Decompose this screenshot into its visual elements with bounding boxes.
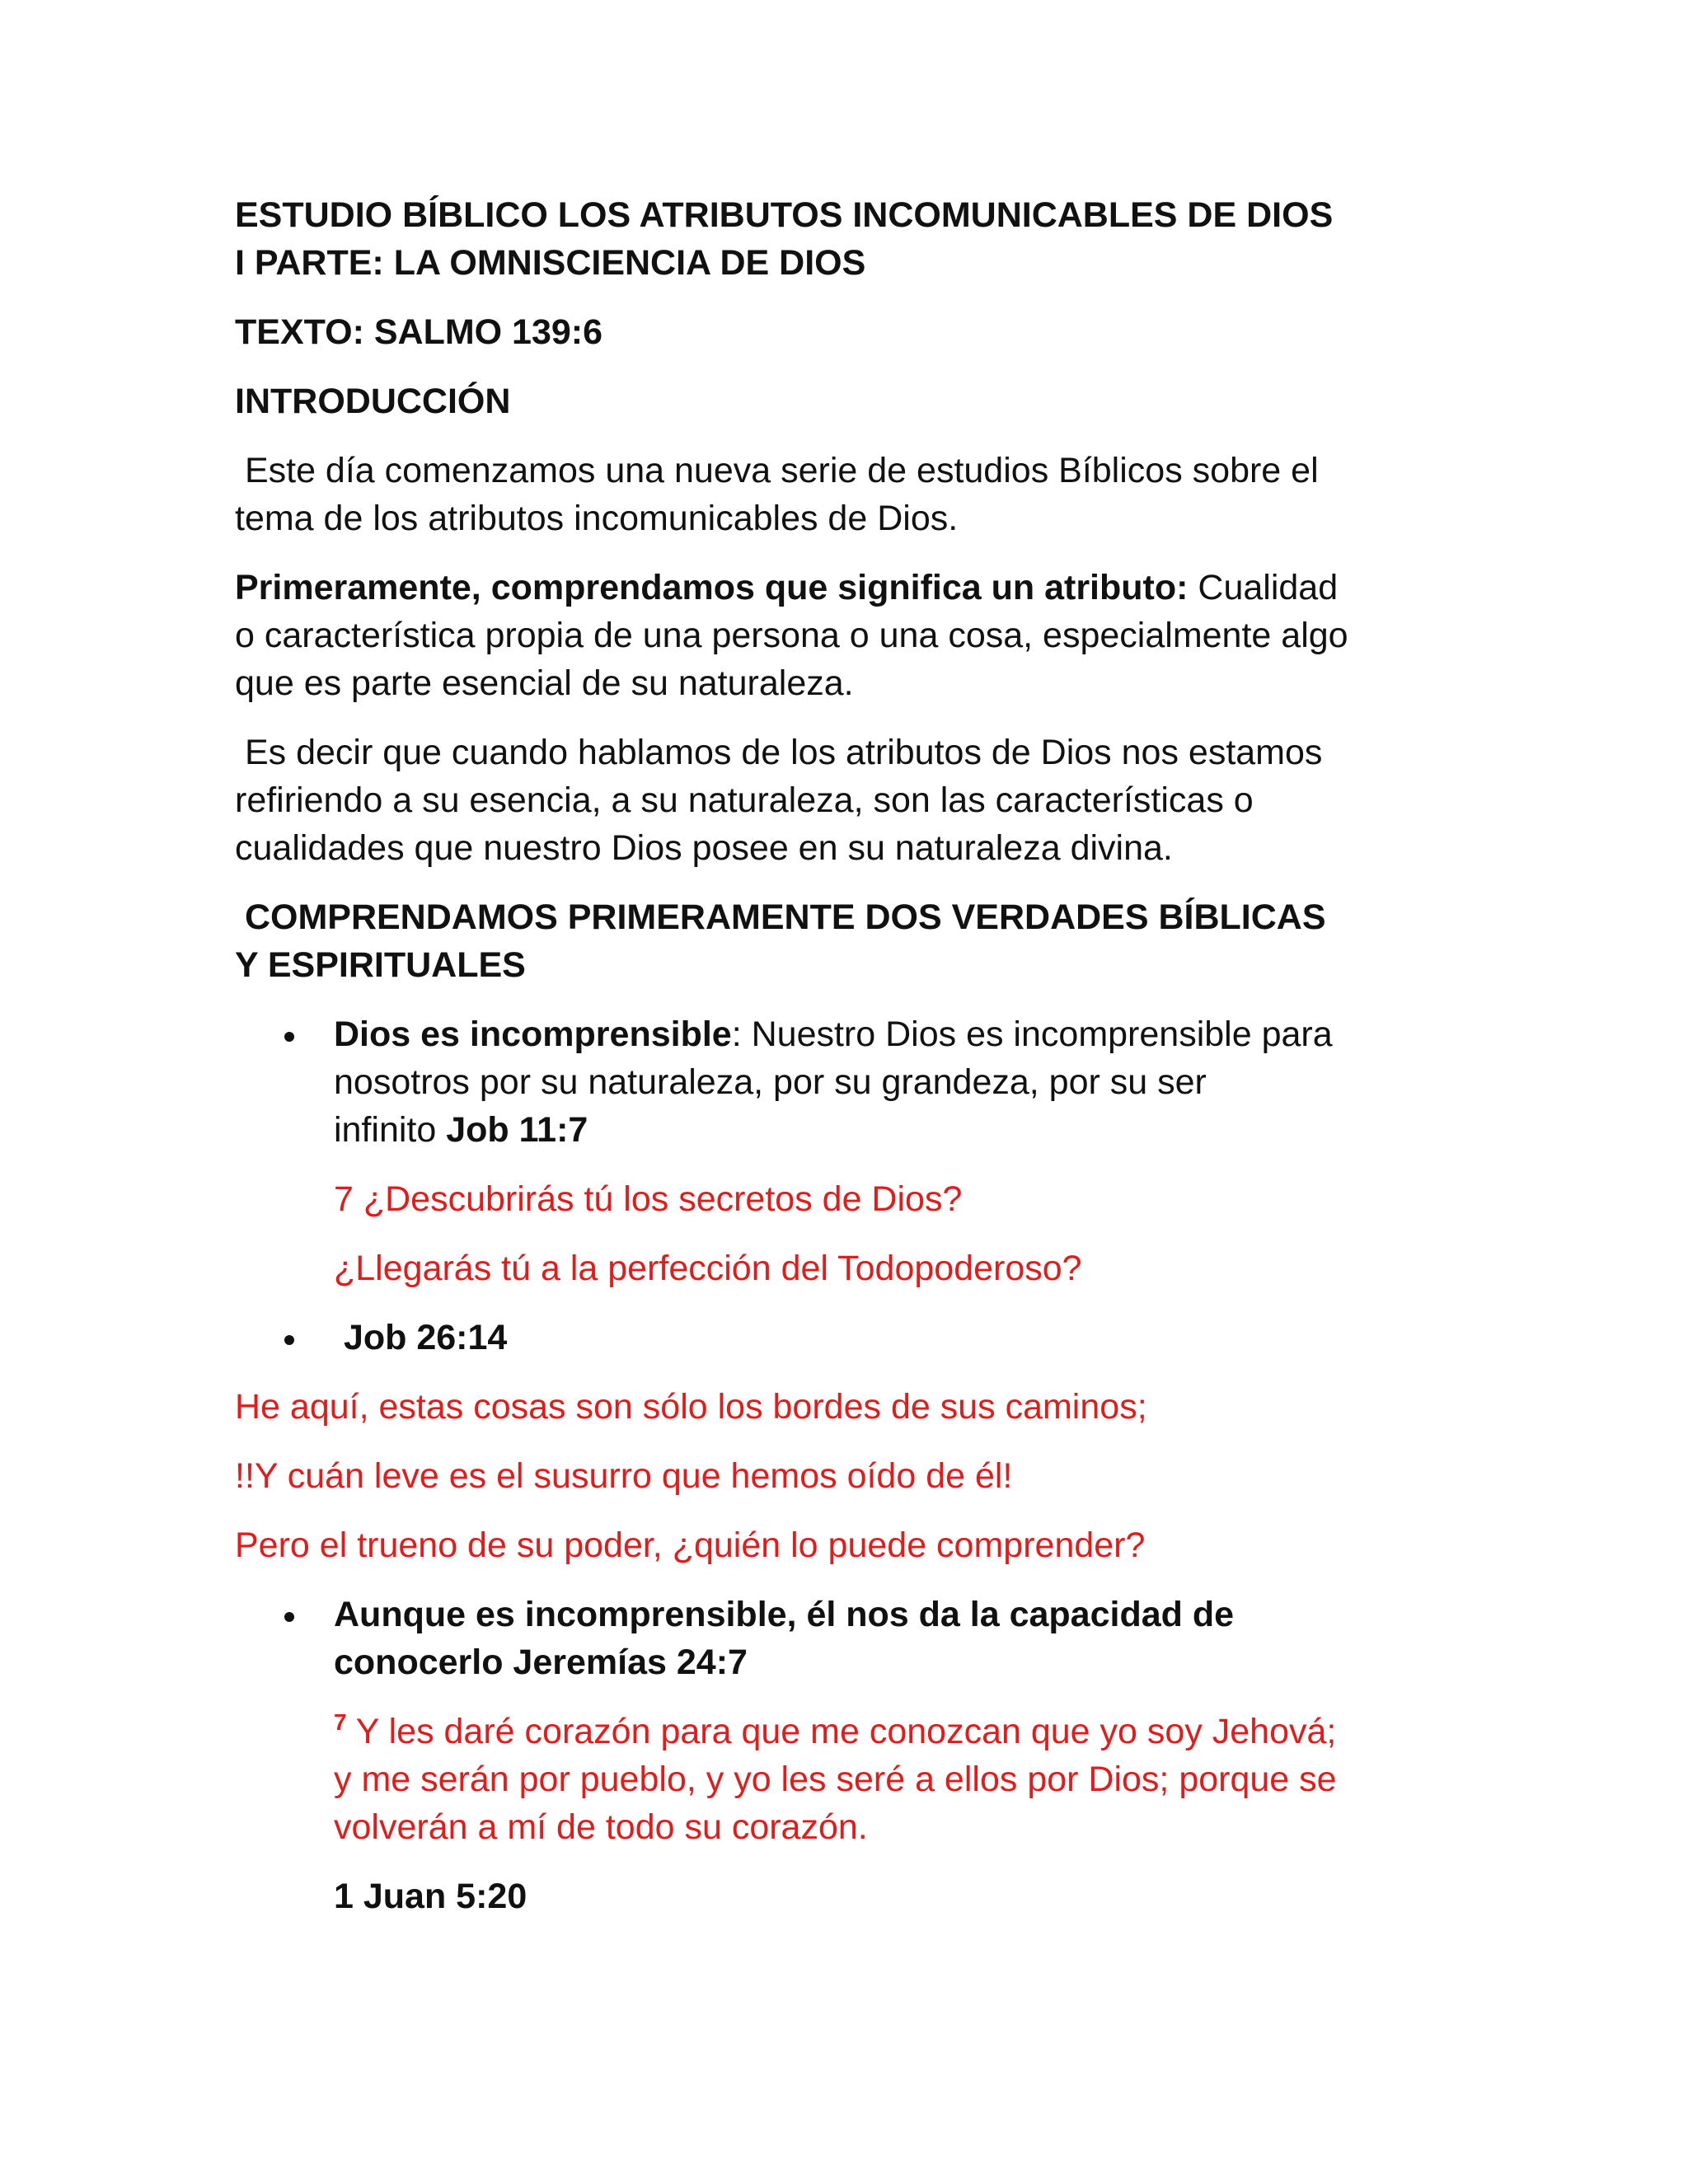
bullet1-line-1: [334, 1010, 1471, 1058]
explanation-line: refiriendo a su esencia, a su naturaleza, son las características o: [235, 780, 1254, 820]
bullet1-label: Dios es incomprensible: [334, 1015, 732, 1054]
bullet3-line-2: conocerlo Jeremías 24:7: [334, 1643, 748, 1682]
bullet-item-job-26: [235, 1314, 1471, 1361]
bullet1-line-3: [334, 1106, 1471, 1154]
bullet1-line-2: nosotros por su naturaleza, por su grandeza, por su ser: [334, 1062, 1207, 1102]
texto-reference: TEXTO: SALMO 139:6: [235, 312, 603, 352]
bullet1-text: : Nuestro Dios es incomprensible para: [731, 1015, 1333, 1054]
section-heading-line-1: COMPRENDAMOS PRIMERAMENTE DOS VERDADES BÍBLICAS: [235, 898, 1326, 937]
bullet2-verse-line-3: Pero el trueno de su poder, ¿quién lo puede comprender?: [235, 1526, 1146, 1565]
document-page: [235, 191, 1471, 1920]
definition-line-1: [235, 564, 1471, 612]
bullet3-verse-line-2: y me serán por pueblo, y yo les seré a ellos por Dios; porque se: [334, 1760, 1337, 1799]
intro-heading: INTRODUCCIÓN: [235, 382, 511, 421]
definition-text: Cualidad: [1188, 568, 1339, 607]
verse-number: 7: [334, 1709, 347, 1735]
bullet3-reference-2: 1 Juan 5:20: [334, 1877, 528, 1916]
bullet3-verse-line-1: [334, 1708, 1471, 1755]
bullet-dot: [284, 1032, 294, 1042]
bullet3-verse-text: Y les daré corazón para que me conozcan que yo soy Jehová;: [346, 1712, 1337, 1751]
section-heading-line-2: Y ESPIRITUALES: [235, 945, 526, 985]
intro-paragraph-line: Este día comenzamos una nueva serie de estudios Bíblicos sobre el: [235, 451, 1319, 490]
definition-label: Primeramente, comprendamos que significa un atributo:: [235, 568, 1189, 607]
definition-line-3: que es parte esencial de su naturaleza.: [235, 663, 854, 703]
bullet1-verse-line-1: 7 ¿Descubrirás tú los secretos de Dios?: [334, 1179, 963, 1219]
bullet-item-capacidad: [235, 1591, 1471, 1920]
bullet1-reference: Job 11:7: [446, 1110, 588, 1150]
title-line-2: I PARTE: LA OMNISCIENCIA DE DIOS: [235, 243, 866, 283]
bullet1-verse-line-2: ¿Llegarás tú a la perfección del Todopoderoso?: [334, 1249, 1082, 1288]
title-line-1: ESTUDIO BÍBLICO LOS ATRIBUTOS INCOMUNICABLES DE DIOS: [235, 195, 1334, 235]
explanation-line: Es decir que cuando hablamos de los atributos de Dios nos estamos: [235, 733, 1323, 772]
bullet-dot: [284, 1335, 294, 1345]
bullet-item-incomprensible: [235, 1010, 1471, 1292]
bullet-dot: [284, 1612, 294, 1622]
bullet3-verse-line-3: volverán a mí de todo su corazón.: [334, 1807, 868, 1847]
bullet3-line-1: Aunque es incomprensible, él nos da la capacidad de: [334, 1595, 1235, 1634]
bullet2-verse-line-2: !!Y cuán leve es el susurro que hemos oído de él!: [235, 1456, 1013, 1496]
bullet2-reference: Job 26:14: [334, 1318, 508, 1357]
bullet1-line3-text: infinito: [334, 1110, 447, 1150]
explanation-line: cualidades que nuestro Dios posee en su naturaleza divina.: [235, 828, 1173, 868]
intro-paragraph-line: tema de los atributos incomunicables de Dios.: [235, 499, 959, 538]
definition-line-2: o característica propia de una persona o una cosa, especialmente algo: [235, 616, 1348, 655]
bullet2-verse-line-1: He aquí, estas cosas son sólo los bordes de sus caminos;: [235, 1387, 1147, 1427]
